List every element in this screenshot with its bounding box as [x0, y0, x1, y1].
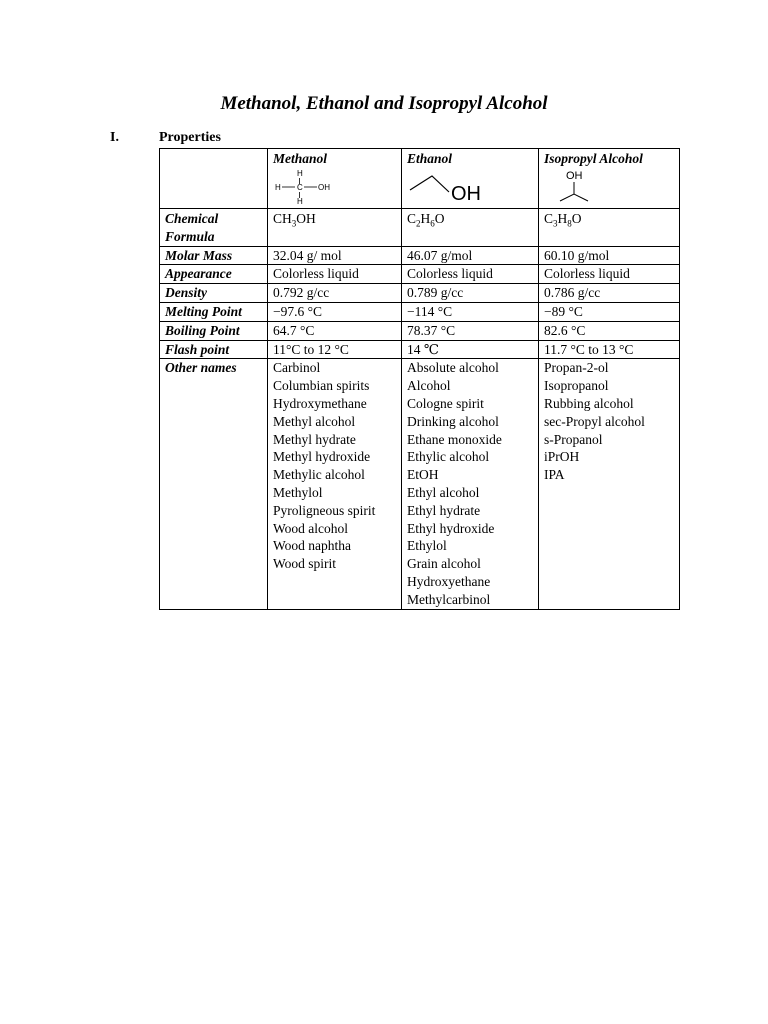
column-header-ethanol [402, 149, 539, 209]
isopropyl-oh: OH [566, 169, 583, 182]
list-item: Methylol [273, 484, 323, 500]
list-item: Absolute alcohol [407, 360, 499, 376]
list-item: Methyl alcohol [273, 413, 356, 429]
table-cell: 32.04 g/ mol [268, 246, 402, 265]
table-cell: 0.789 g/cc [402, 284, 539, 303]
table-cell: −97.6 °C [268, 302, 402, 321]
isopropyl-structure-diagram [544, 170, 673, 206]
table-cell: −89 °C [539, 302, 680, 321]
list-item: Cologne spirit [407, 395, 484, 411]
formula-isopropyl: $C_3H_8O$ [539, 209, 680, 247]
list-item: iPrOH [544, 449, 580, 465]
list-item: Ethylic alcohol [407, 449, 490, 465]
ethanol-structure-diagram [407, 170, 532, 206]
other-names-methanol [268, 359, 402, 609]
list-item: Columbian spirits [273, 378, 370, 394]
methanol-structure-diagram [273, 170, 395, 206]
row-label: Other names [165, 360, 237, 376]
list-item: Rubbing alcohol [544, 395, 634, 411]
row-label: Density [165, 285, 207, 301]
ethanol-oh: OH [451, 182, 481, 205]
row-label-cell [160, 321, 268, 340]
section-number: I. [110, 130, 119, 145]
table-cell: 0.792 g/cc [268, 284, 402, 303]
methanol-oh: OH [318, 182, 330, 192]
list-item: Wood naphtha [273, 538, 352, 554]
formula-ethanol: $C_2H_6O$ [402, 209, 539, 247]
table-cell: 60.10 g/mol [539, 246, 680, 265]
list-item: Drinking alcohol [407, 413, 499, 429]
table-cell: 11°C to 12 °C [268, 340, 402, 359]
properties-table [159, 148, 680, 610]
table-cell: Colorless liquid [539, 265, 680, 284]
table-cell: 64.7 °C [268, 321, 402, 340]
list-item: Hydroxyethane [407, 573, 491, 589]
list-item: Ethyl alcohol [407, 484, 480, 500]
list-item: sec-Propyl alcohol [544, 413, 645, 429]
methanol-h-left: H [275, 182, 281, 192]
list-item: Methyl hydrate [273, 431, 356, 447]
list-item: Grain alcohol [407, 556, 481, 572]
column-name: Ethanol [407, 151, 453, 166]
list-item: Ethane monoxide [407, 431, 502, 447]
list-item: s-Propanol [544, 431, 603, 447]
table-header-row [160, 149, 680, 209]
list-item: Propan-2-ol [544, 360, 609, 376]
list-item: Ethyl hydroxide [407, 520, 495, 536]
row-label-cell [160, 359, 268, 609]
table-row [160, 284, 680, 303]
row-label: Melting Point [165, 303, 242, 319]
table-row [160, 209, 680, 247]
corner-cell [160, 149, 268, 209]
list-item: Wood alcohol [273, 520, 349, 536]
list-item: Methylic alcohol [273, 467, 365, 483]
table-cell: 0.786 g/cc [539, 284, 680, 303]
table-row [160, 321, 680, 340]
column-header-isopropyl [539, 149, 680, 209]
row-label: Chemical Formula [165, 211, 219, 244]
list-item: Pyroligneous spirit [273, 502, 376, 518]
list-item: Hydroxymethane [273, 395, 367, 411]
row-label-cell [160, 340, 268, 359]
list-item: Methyl hydroxide [273, 449, 371, 465]
table-cell: Colorless liquid [268, 265, 402, 284]
row-label-cell [160, 284, 268, 303]
table-cell: −114 °C [402, 302, 539, 321]
row-label-cell [160, 209, 268, 247]
row-label-cell [160, 246, 268, 265]
other-names-ethanol [402, 359, 539, 609]
list-item: EtOH [407, 467, 439, 483]
row-label: Appearance [165, 266, 232, 282]
table-cell: 11.7 °C to 13 °C [539, 340, 680, 359]
list-item: Wood spirit [273, 556, 337, 572]
list-item: Methylcarbinol [407, 591, 491, 607]
row-label-cell [160, 265, 268, 284]
row-label: Flash point [165, 341, 230, 357]
table-cell: 82.6 °C [539, 321, 680, 340]
table-row [160, 359, 680, 609]
table-cell: 14 ℃ [402, 340, 539, 359]
methanol-c: C [297, 182, 303, 192]
column-name: Isopropyl Alcohol [544, 151, 643, 166]
page-title: Methanol, Ethanol and Isopropyl Alcohol [220, 93, 548, 114]
methanol-h-bottom: H [297, 196, 303, 206]
other-names-isopropyl [539, 359, 680, 609]
row-label: Boiling Point [165, 322, 240, 338]
table-row [160, 340, 680, 359]
list-item: Ethyl hydrate [407, 502, 481, 518]
list-item: Alcohol [407, 378, 451, 394]
list-item: Carbinol [273, 360, 321, 376]
list-item: IPA [544, 467, 565, 483]
methanol-h-top: H [297, 169, 303, 178]
table-row [160, 265, 680, 284]
table-cell: Colorless liquid [402, 265, 539, 284]
formula-methanol: $CH_3OH$ [268, 209, 402, 247]
column-header-methanol [268, 149, 402, 209]
list-item: Ethylol [407, 538, 447, 554]
table-row [160, 302, 680, 321]
list-item: Isopropanol [544, 378, 609, 394]
section-title: Properties [159, 130, 221, 145]
row-label-cell [160, 302, 268, 321]
table-cell: 78.37 °C [402, 321, 539, 340]
row-label: Molar Mass [165, 247, 233, 263]
column-name: Methanol [273, 151, 328, 166]
table-cell: 46.07 g/mol [402, 246, 539, 265]
table-row [160, 246, 680, 265]
